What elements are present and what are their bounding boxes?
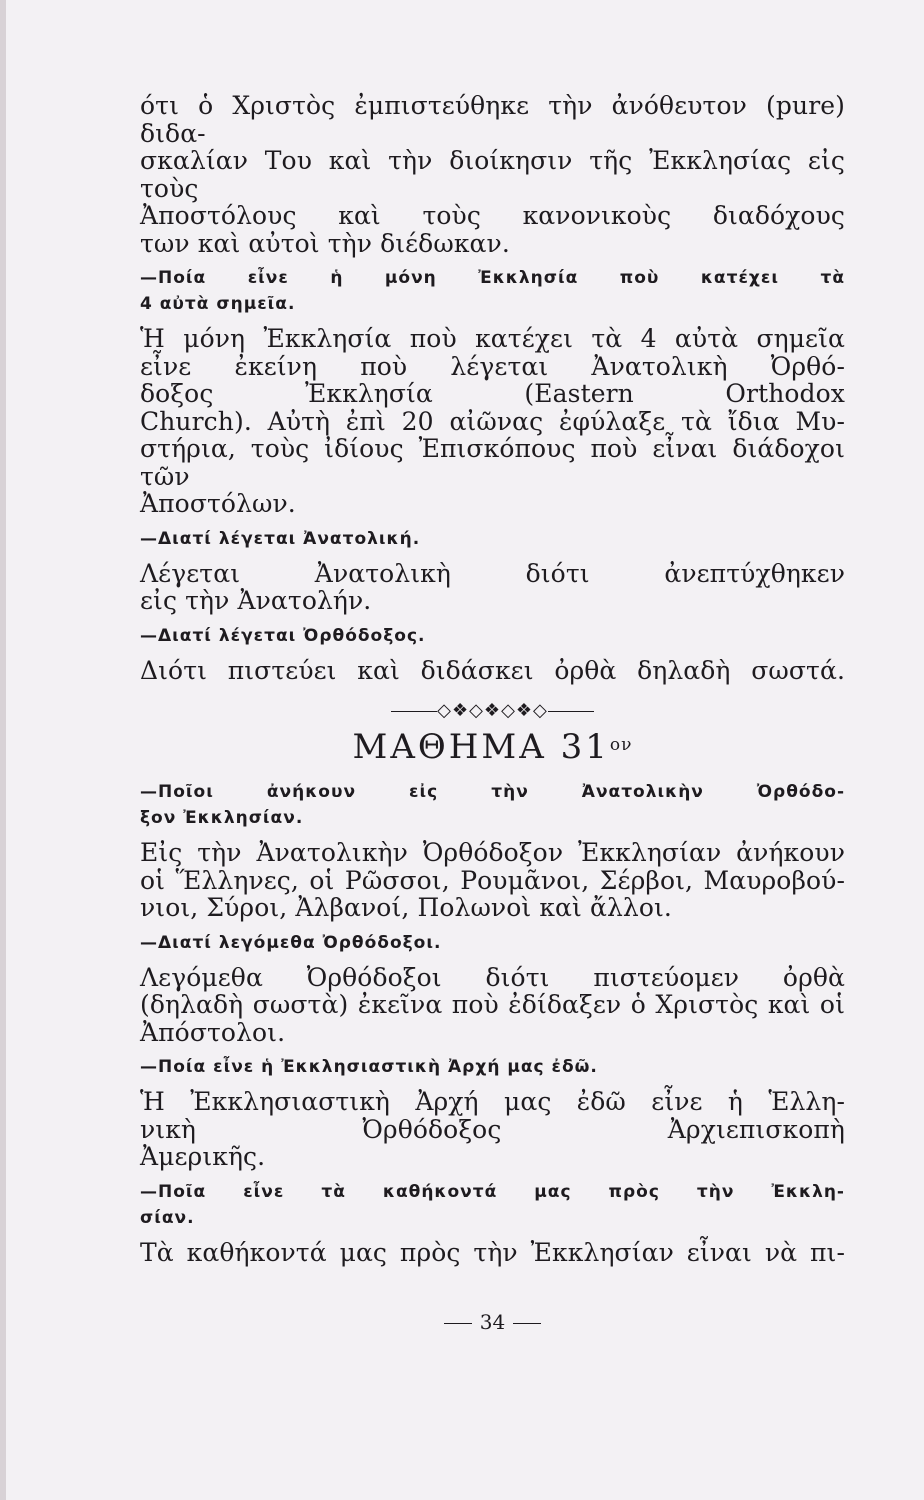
book-page: [140, 92, 845, 1266]
text-line: Ἀποστόλους καὶ τοὺς κανονικοὺς διαδόχους: [140, 201, 845, 230]
paragraph-7: [140, 1088, 845, 1171]
paragraph-8: Τὰ καθήκοντά μας πρὸς τὴν Ἐκκλησίαν εἶναι νὰ πι-: [140, 1237, 845, 1267]
text-line: Λεγόμεθα Ὀρθόδοξοι διότι πιστεύομεν ὀρθὰ: [140, 962, 845, 992]
question-line: σίαν.: [140, 1207, 195, 1228]
paragraph-6: [140, 964, 845, 1047]
text-line: εἶνε ἐκείνη ποὺ λέγεται Ἀνατολικὴ Ὀρθό-: [140, 351, 845, 381]
lesson-title-suffix: ον: [609, 735, 633, 755]
text-line: Church). Αὐτὴ ἐπὶ 20 αἰῶνας ἐφύλαξε τὰ ἴδια Μυ-: [140, 406, 845, 436]
ornament-glyphs: ◇❖◇❖◇❖◇: [437, 700, 548, 721]
text-line: σκαλίαν Του καὶ τὴν διοίκησιν τῆς Ἐκκλησίας εἰς τοὺς: [140, 146, 845, 203]
paragraph-3: [140, 560, 845, 615]
text-line: (δηλαδὴ σωστὰ) ἐκεῖνα ποὺ ἐδίδαξεν ὁ Χριστὸς καὶ οἱ: [140, 990, 845, 1019]
text-line: Ἀμερικῆς.: [140, 1142, 266, 1171]
question-1: [140, 265, 845, 317]
text-line: Ἀπόστολοι.: [140, 1017, 286, 1047]
text-line: Ἡ μόνη Ἐκκλησία ποὺ κατέχει τὰ 4 αὐτὰ σημεῖα: [140, 324, 845, 353]
page-edge: [0, 0, 6, 1500]
lesson-title-text: ΜΑΘΗΜΑ 31: [352, 727, 610, 767]
question-line: ξον Ἐκκλησίαν.: [140, 808, 304, 828]
page-number: [140, 1310, 845, 1334]
paragraph-5: [140, 839, 845, 922]
question-4: [140, 779, 845, 831]
text-line: των καὶ αὐτοὶ τὴν διέδωκαν.: [140, 228, 510, 258]
question-3: —Διατί λέγεται Ὀρθόδοξος.: [140, 625, 426, 646]
question-line: —Ποῖοι ἀνήκουν εἰς τὴν Ἀνατολικὴν Ὀρθόδο-: [140, 782, 845, 802]
text-line: Ἀποστόλων.: [140, 489, 296, 518]
text-line: στήρια, τοὺς ἰδίους Ἐπισκόπους ποὺ εἶναι διάδοχοι τῶν: [140, 434, 845, 491]
question-line: —Ποία εἶνε ἡ μόνη Ἐκκλησία ποὺ κατέχει τὰ: [140, 268, 845, 288]
paragraph-4: Διότι πιστεύει καὶ διδάσκει ὀρθὰ δηλαδὴ σωστά.: [140, 655, 845, 685]
page-number-text: 34: [479, 1310, 506, 1334]
question-5: —Διατί λεγόμεθα Ὀρθόδοξοι.: [140, 932, 442, 953]
question-2: —Διατί λέγεται Ἀνατολική.: [140, 528, 421, 549]
question-line: 4 αὐτὰ σημεῖα.: [140, 294, 296, 314]
lesson-title: [140, 727, 845, 767]
question-7: [140, 1179, 845, 1231]
ornament-divider: [140, 700, 845, 721]
text-line: Εἰς τὴν Ἀνατολικὴν Ὀρθόδοξον Ἐκκλησίαν ἀνήκουν: [140, 838, 845, 867]
paragraph-1: [140, 92, 845, 257]
question-line: —Ποῖα εἶνε τὰ καθήκοντά μας πρὸς τὴν Ἐκκλη-: [140, 1181, 845, 1202]
text-line: ότι ὁ Χριστὸς ἐμπιστεύθηκε τὴν ἀνόθευτον (pure) διδα-: [140, 91, 845, 148]
text-line: εἰς τὴν Ἀνατολήν.: [140, 586, 372, 615]
text-line: Λέγεται Ἀνατολικὴ διότι ἀνεπτύχθηκεν: [140, 558, 845, 588]
text-line: νιοι, Σύροι, Ἀλβανοί, Πολωνοὶ καὶ ἄλλοι.: [140, 893, 672, 922]
text-line: δοξος Ἐκκλησία (Eastern Orthodox: [140, 379, 845, 408]
paragraph-2: [140, 325, 845, 518]
text-line: Ἡ Ἐκκλησιαστικὴ Ἀρχή μας ἐδῶ εἶνε ἡ Ἑλλη-: [140, 1087, 845, 1116]
text-line: νικὴ Ὀρθόδοξος Ἀρχιεπισκοπὴ: [140, 1114, 845, 1144]
question-6: —Ποία εἶνε ἡ Ἐκκλησιαστικὴ Ἀρχή μας ἐδῶ.: [140, 1057, 598, 1077]
text-line: οἱ Ἕλληνες, οἱ Ρῶσσοι, Ρουμᾶνοι, Σέρβοι, Μαυροβού-: [140, 865, 845, 895]
